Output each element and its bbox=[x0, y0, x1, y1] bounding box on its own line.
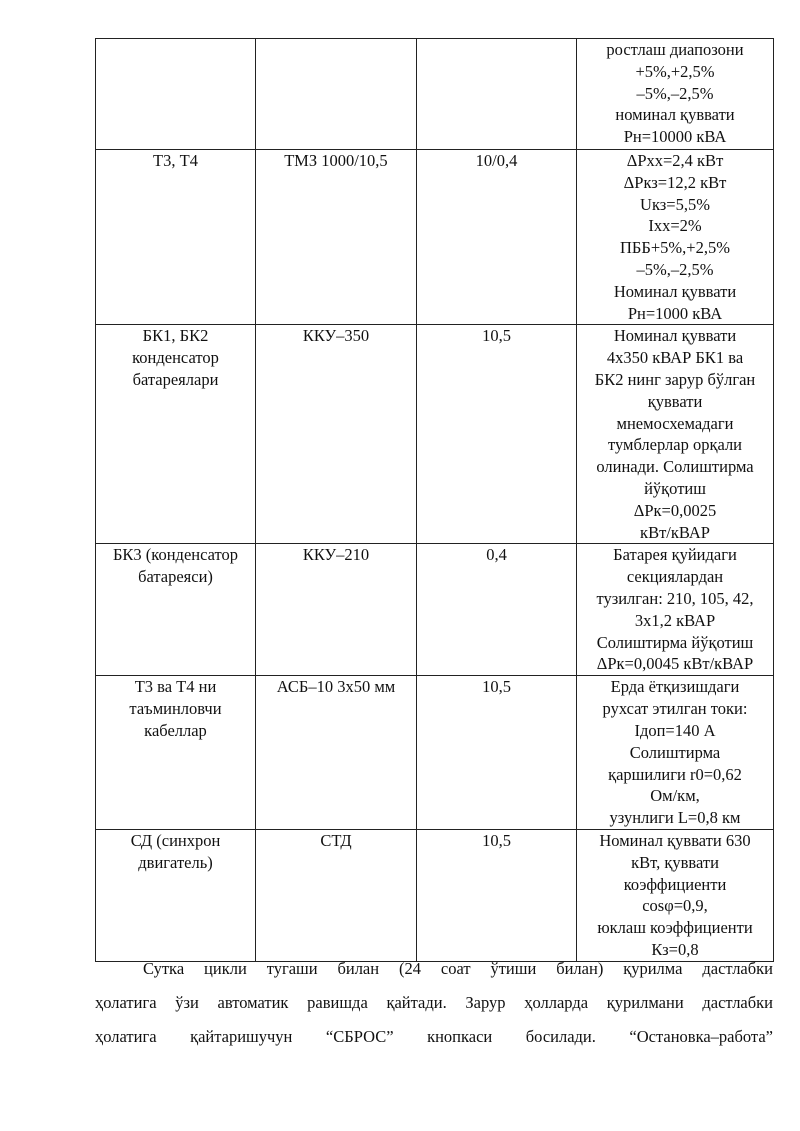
param-line: Солиштирма bbox=[629, 742, 721, 762]
param-line: Ом/км, bbox=[650, 786, 700, 806]
cell-type bbox=[256, 39, 417, 150]
cell-type: ККУ–350 bbox=[256, 325, 417, 544]
cell-params bbox=[577, 544, 774, 676]
param-line: қуввати bbox=[647, 391, 703, 411]
param-line: секциялардан bbox=[626, 567, 724, 587]
param-line: кВт, қуввати bbox=[631, 852, 719, 872]
param-line: +5%,+2,5% bbox=[635, 61, 715, 81]
paragraph-line: ҳолатига қайтаришучун “СБРОС” кнопкаси босилади. “Остановка–работа” bbox=[95, 1027, 773, 1046]
table-row bbox=[96, 325, 774, 544]
param-line: ΔРкз=12,2 кВт bbox=[623, 172, 727, 192]
body-paragraph bbox=[95, 952, 773, 1054]
param-line: Ерда ётқизишдаги bbox=[610, 677, 740, 697]
param-line: Номинал қуввати bbox=[613, 281, 737, 301]
param-line: Iдоп=140 А bbox=[634, 720, 716, 740]
param-line: 3х1,2 кВАР bbox=[634, 610, 716, 630]
param-line: Номинал қуввати 630 bbox=[599, 830, 751, 850]
param-line: коэффициенти bbox=[623, 874, 727, 894]
param-line: йўқотиш bbox=[644, 478, 706, 498]
param-line: номинал қуввати bbox=[615, 105, 735, 125]
cell-name: СД (синхрон двигатель) bbox=[96, 829, 256, 961]
param-line: Iхх=2% bbox=[648, 216, 702, 236]
param-line: ΔРк=0,0045 кВт/кВАР bbox=[596, 654, 754, 674]
cell-voltage: 10/0,4 bbox=[417, 150, 577, 325]
cell-name bbox=[96, 39, 256, 150]
cell-params bbox=[577, 829, 774, 961]
table-row bbox=[96, 544, 774, 676]
param-line: олинади. Солиштирма bbox=[596, 457, 754, 477]
cell-type: АСБ–10 3х50 мм bbox=[256, 676, 417, 830]
param-line: юклаш коэффициенти bbox=[597, 918, 753, 938]
param-line: Номинал қуввати bbox=[613, 326, 737, 346]
param-line: Uкз=5,5% bbox=[640, 194, 710, 214]
param-line: Кз=0,8 bbox=[651, 939, 699, 959]
table-row bbox=[96, 676, 774, 830]
cell-name: БК3 (конденсатор батареяси) bbox=[96, 544, 256, 676]
cell-params bbox=[577, 676, 774, 830]
param-line: Батарея қуйидаги bbox=[613, 545, 737, 565]
param-line: Рн=10000 кВА bbox=[623, 127, 727, 147]
cell-name: БК1, БК2 конденсатор батареялари bbox=[96, 325, 256, 544]
param-line: узунлиги L=0,8 км bbox=[609, 808, 741, 828]
cell-type: СТД bbox=[256, 829, 417, 961]
param-line: кВт/кВАР bbox=[640, 522, 710, 542]
paragraph-line: ҳолатига ўзи автоматик равишда қайтади. Зарур ҳолларда қурилмани дастлабки bbox=[95, 993, 773, 1012]
cell-params bbox=[577, 150, 774, 325]
param-line: cosφ=0,9, bbox=[642, 896, 708, 916]
param-line: БК2 нинг зарур бўлган bbox=[594, 369, 756, 389]
cell-voltage: 10,5 bbox=[417, 676, 577, 830]
param-line: тумблерлар орқали bbox=[607, 435, 743, 455]
param-line: Солиштирма йўқотиш bbox=[596, 632, 754, 652]
table-row bbox=[96, 39, 774, 150]
cell-voltage bbox=[417, 39, 577, 150]
param-line: ΔРхх=2,4 кВт bbox=[626, 151, 724, 170]
table-row bbox=[96, 150, 774, 325]
cell-voltage: 10,5 bbox=[417, 829, 577, 961]
cell-name: Т3 ва Т4 ни таъминловчи кабеллар bbox=[96, 676, 256, 830]
param-line: тузилган: 210, 105, 42, bbox=[596, 588, 754, 608]
table-row bbox=[96, 829, 774, 961]
cell-voltage: 0,4 bbox=[417, 544, 577, 676]
cell-params bbox=[577, 325, 774, 544]
equipment-spec-table bbox=[95, 38, 774, 962]
param-line: –5%,–2,5% bbox=[636, 83, 714, 103]
paragraph-line: Сутка цикли тугаши билан (24 соат ўтиши билан) қурилма дастлабки bbox=[143, 959, 773, 978]
param-line: –5%,–2,5% bbox=[636, 259, 714, 279]
param-line: ΔРк=0,0025 bbox=[633, 500, 717, 520]
param-line: мнемосхемадаги bbox=[616, 413, 734, 433]
param-line: ПББ+5%,+2,5% bbox=[620, 238, 730, 258]
param-line: Рн=1000 кВА bbox=[627, 303, 723, 323]
cell-params bbox=[577, 39, 774, 150]
cell-name: Т3, Т4 bbox=[96, 150, 256, 325]
param-line: 4х350 кВАР БК1 ва bbox=[606, 348, 744, 368]
param-line: ростлаш диапозони bbox=[606, 40, 744, 59]
param-line: рухсат этилган токи: bbox=[602, 699, 748, 719]
cell-voltage: 10,5 bbox=[417, 325, 577, 544]
cell-type: ТМЗ 1000/10,5 bbox=[256, 150, 417, 325]
cell-type: ККУ–210 bbox=[256, 544, 417, 676]
param-line: қаршилиги r0=0,62 bbox=[608, 764, 742, 784]
